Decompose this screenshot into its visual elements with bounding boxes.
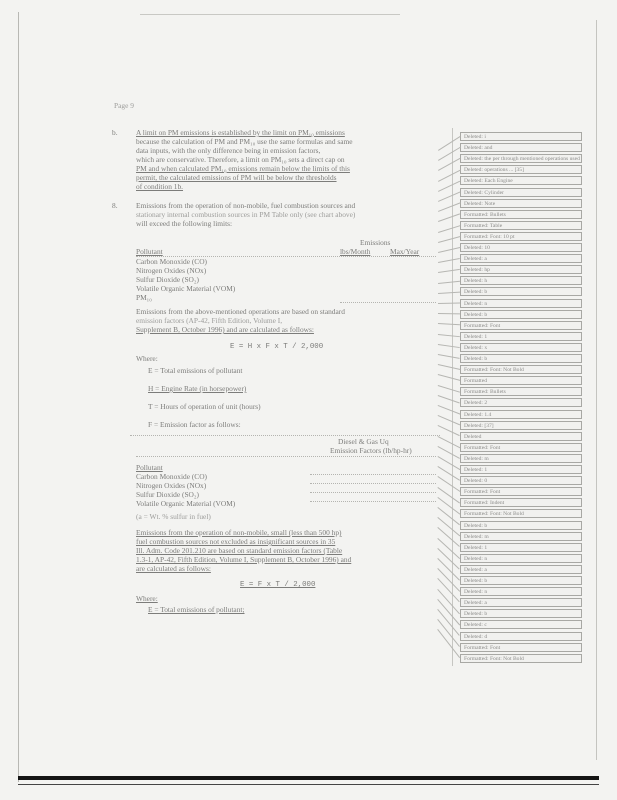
margin-comment[interactable]: Deleted: h [460,276,582,285]
section-8-marker: 8. [112,201,118,210]
table1-row: Nitrogen Oxides (NOx) [136,266,207,275]
bottom-rule-thin [18,784,599,785]
margin-comment[interactable]: Deleted: a [460,254,582,263]
margin-comment[interactable]: Deleted: x [460,343,582,352]
margin-comment[interactable]: Deleted: 10 [460,243,582,252]
factor-table-top-rule [130,435,440,436]
factor-row: Nitrogen Oxides (NOx) [136,481,207,490]
margin-comment[interactable]: Formatted: Font: Not Bold [460,654,582,663]
comment-margin [452,128,595,666]
where-label: Where: [136,354,158,363]
def-line: F = Emission factor as follows: [148,420,241,429]
factor-fill-rule [310,501,436,502]
margin-comment[interactable]: Deleted: m [460,454,582,463]
table1-group-header: Emissions [360,238,391,247]
scan-edge-top [140,14,400,15]
margin-comment[interactable]: Formatted: Font [460,443,582,452]
margin-comment[interactable]: Deleted: 1.4 [460,410,582,419]
margin-comment[interactable]: Formatted: Bullets [460,387,582,396]
def-last: E = Total emissions of pollutant; [148,605,245,614]
factor-row: Volatile Organic Material (VOM) [136,499,236,508]
margin-comment[interactable]: Deleted: 2 [460,398,582,407]
margin-comment[interactable]: Deleted: b [460,310,582,319]
margin-comment[interactable]: Deleted: b [460,609,582,618]
para-line: emission factors (AP-42, Fifth Edition, Volume I, [136,316,283,325]
table1-col-a: lbs/Month [340,247,371,256]
section-b-marker: b. [112,128,118,137]
where-label-2: Where: [136,594,158,603]
margin-comment[interactable]: Deleted: [37] [460,421,582,430]
margin-comment[interactable]: Deleted: 1 [460,543,582,552]
factor-fill-rule [310,492,436,493]
margin-comment[interactable]: Deleted: b [460,576,582,585]
factor-col-label: Pollutant [136,463,163,472]
table1-row: PM₁₀ [136,293,152,302]
para-line: Supplement B, October 1996) and are calculated as follows: [136,325,314,334]
margin-comment[interactable]: Deleted: i [460,132,582,141]
margin-comment[interactable]: Deleted: b [460,521,582,530]
table1-row: Carbon Monoxide (CO) [136,257,208,266]
bottom-rule [18,776,599,780]
margin-comment[interactable]: Deleted: m [460,532,582,541]
margin-comment[interactable]: Formatted: Table [460,221,582,230]
section-8-line: Emissions from the operation of non-mobile, fuel combustion sources and [136,201,356,210]
def-line: E = Total emissions of pollutant [148,366,243,375]
margin-comment[interactable]: Formatted: Indent [460,498,582,507]
table1-bottom-rule [340,302,436,303]
factor-fill-rule [310,474,436,475]
margin-comment[interactable]: Deleted: operations ... [35] [460,165,582,174]
section-b-line: permit, the calculated emissions of PM will be below the thresholds [136,173,337,182]
def-line: T = Hours of operation of unit (hours) [148,402,261,411]
margin-comment[interactable]: Formatted: Bullets [460,210,582,219]
margin-comment[interactable]: Deleted: n [460,587,582,596]
section-b-line: of condition 1b. [136,182,184,191]
margin-comment[interactable]: Deleted: 1 [460,465,582,474]
margin-comment[interactable]: Deleted: b [460,287,582,296]
factor-sub-header: Emission Factors (lb/hp-hr) [330,446,412,455]
section-b-line: because the calculation of PM and PM₁₀ use the same formulas and same [136,137,353,146]
section-b-line: which are conservative. Therefore, a limit on PM₁₀ sets a direct cap on [136,155,345,164]
para-line: are calculated as follows: [136,564,211,573]
margin-comment[interactable]: Deleted: d [460,632,582,641]
section-b-line: A limit on PM emissions is established by the limit on PM₁₀ emissions [136,128,345,137]
margin-comment[interactable]: Deleted: c [460,620,582,629]
margin-comment[interactable]: Formatted: Font [460,643,582,652]
table1-col-b: Max/Year [390,247,420,256]
page-label: Page 9 [114,101,134,110]
def-line: H = Engine Rate (in horsepower) [148,384,247,393]
margin-comment[interactable]: Deleted: a [460,598,582,607]
section-8-line: will exceed the following limits: [136,219,233,228]
margin-comment[interactable]: Deleted: hp [460,265,582,274]
factor-fill-rule [310,483,436,484]
margin-comment[interactable]: Deleted [460,432,582,441]
section-b-line: data inputs, with the only difference being in emission factors, [136,146,321,155]
page-right-edge [596,20,597,760]
scan-edge-left [18,12,19,782]
formula-2: E = F x T / 2,000 [240,581,316,589]
para-line: Ill. Adm. Code 201.210 are based on standard emission factors (Table [136,546,343,555]
factor-row: Carbon Monoxide (CO) [136,472,208,481]
formula-1: E = H x F x T / 2,000 [230,343,324,351]
margin-comment[interactable]: Formatted: Font [460,487,582,496]
section-b-line: PM and when calculated PM₁₀ emissions remain below the limits of this [136,164,350,173]
margin-comment[interactable]: Formatted [460,376,582,385]
margin-comment[interactable]: Deleted: 1 [460,332,582,341]
margin-comment[interactable]: Deleted: and [460,143,582,152]
margin-comment[interactable]: Formatted: Font: 10 pt [460,232,582,241]
factor-row: Sulfur Dioxide (SO₂) [136,490,199,499]
factor-footnote: (a = Wt. % sulfur in fuel) [136,512,211,521]
factor-top-header: Diesel & Gas Uq [338,437,389,446]
table1-col-label: Pollutant [136,247,163,256]
margin-comment[interactable]: Deleted: a [460,565,582,574]
para-line: 1.3-1, AP-42, Fifth Edition, Volume I, Supplement B, October 1996) and [136,555,352,564]
table1-row: Sulfur Dioxide (SO₂) [136,275,199,284]
para-line: fuel combustion sources not excluded as insignificant sources in 35 [136,537,336,546]
factor-table-mid-rule [136,456,436,457]
para-line: Emissions from the operation of non-mobile, small (less than 500 hp) [136,528,342,537]
section-8-line: stationary internal combustion sources in PM Table only (see chart above) [136,210,356,219]
margin-comment[interactable]: Deleted: the per through mentioned operations used [460,154,582,163]
margin-comment[interactable]: Formatted: Font: Not Bold [460,365,582,374]
margin-comment[interactable]: Deleted: Note [460,199,582,208]
table1-row: Volatile Organic Material (VOM) [136,284,236,293]
margin-comment[interactable]: Deleted: 0 [460,476,582,485]
margin-comment[interactable]: Formatted: Font [460,321,582,330]
margin-comment[interactable]: Deleted: n [460,554,582,563]
margin-comment[interactable]: Deleted: n [460,299,582,308]
margin-comment[interactable]: Formatted: Font: Not Bold [460,509,582,518]
margin-comment[interactable]: Deleted: Cylinder [460,188,582,197]
margin-comment[interactable]: Deleted: b [460,354,582,363]
margin-comment[interactable]: Deleted: Each Engine [460,176,582,185]
para-line: Emissions from the above-mentioned operations are based on standard [136,307,345,316]
